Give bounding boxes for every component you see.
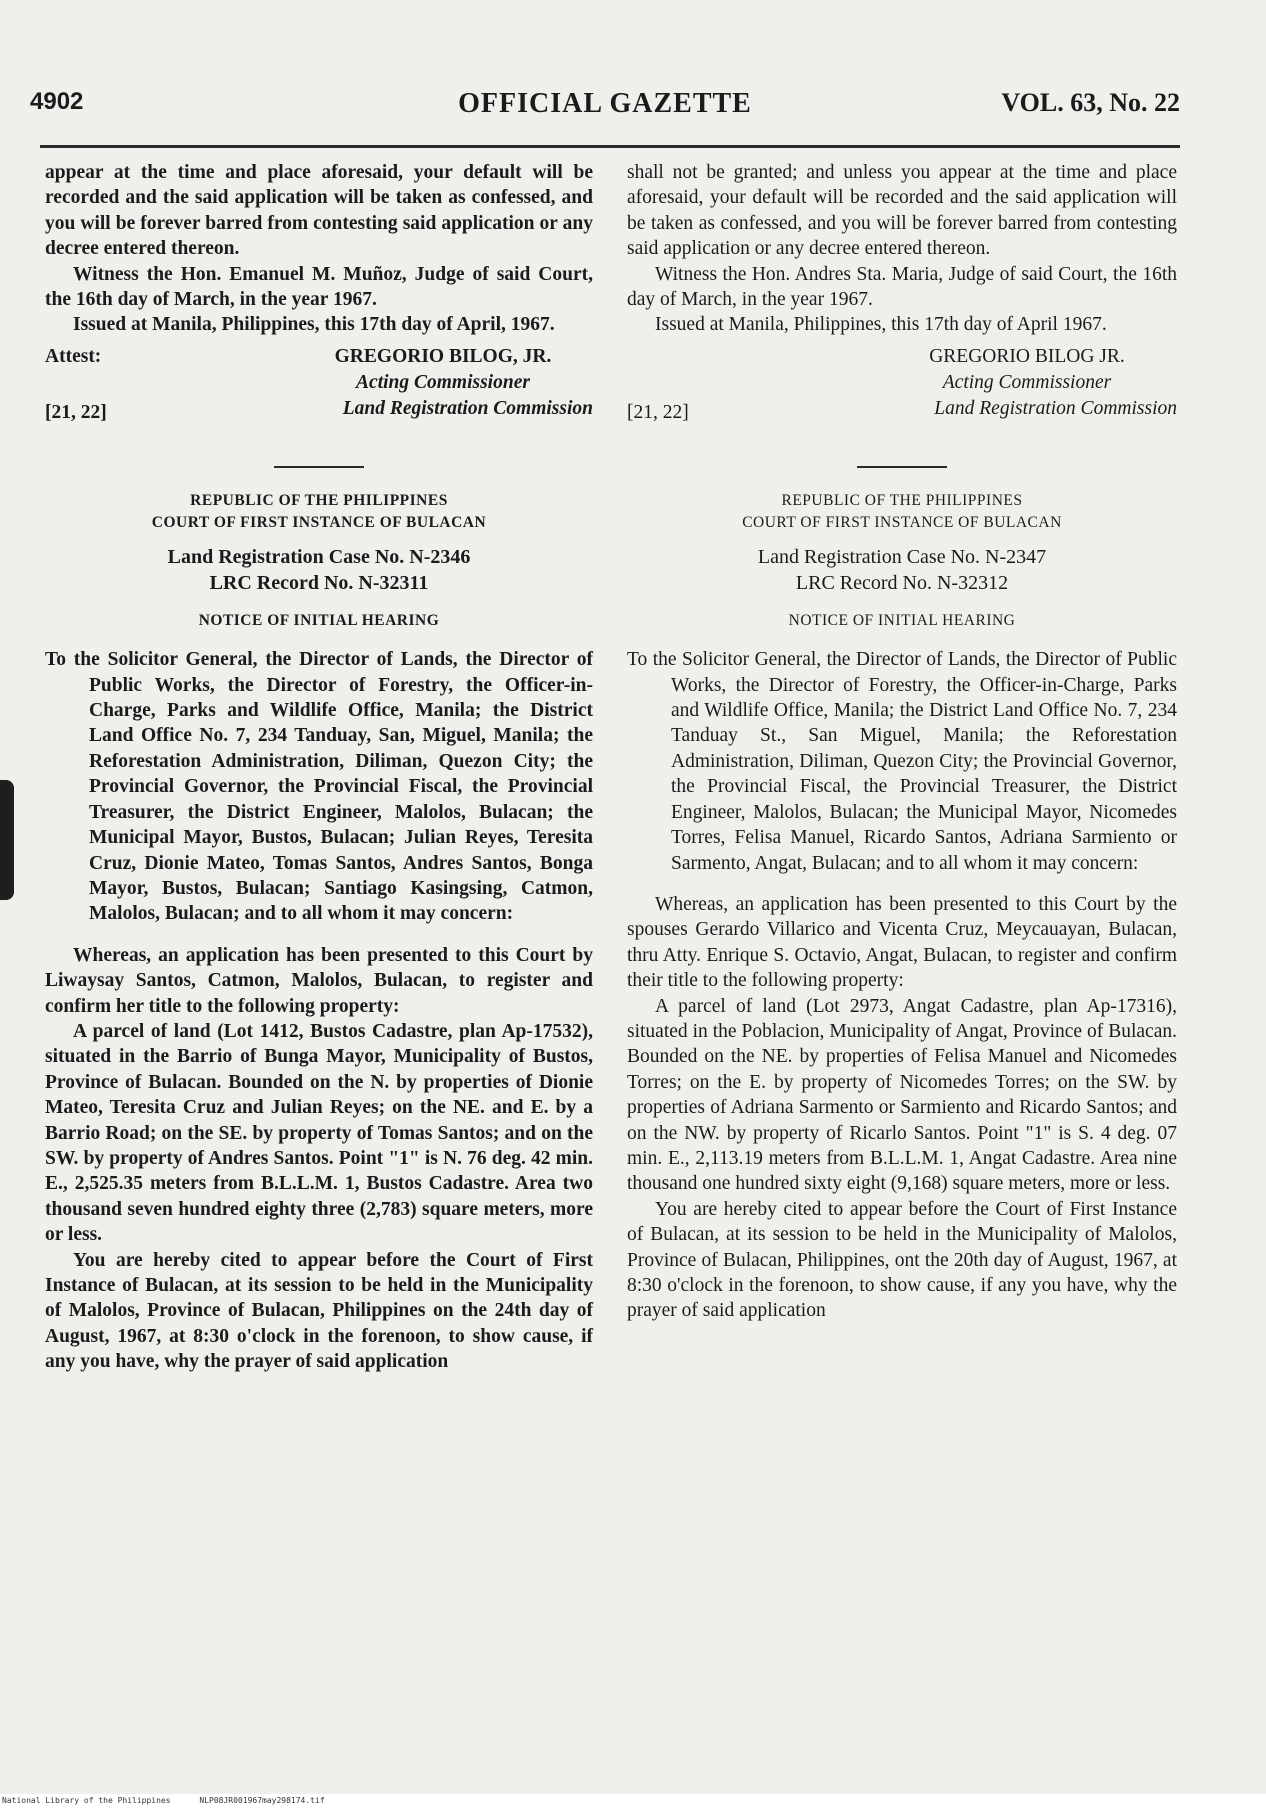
left-issued: Issued at Manila, Philippines, this 17th day of April, 1967.	[73, 314, 555, 336]
right-witness: Witness the Hon. Andres Sta. Maria, Judge of said Court, the 16th day of March, in the year 1967.	[627, 263, 1177, 311]
right-signatory-role: Acting Commissioner	[942, 371, 1112, 393]
left-attest-label: Attest:	[45, 345, 102, 367]
left-signatory-name: GREGORIO BILOG, JR.	[334, 345, 552, 367]
right-signature-block	[627, 344, 1177, 444]
left-court: COURT OF FIRST INSTANCE OF BULACAN	[151, 513, 487, 531]
footer-library: National Library of the Philippines	[2, 1796, 171, 1805]
left-intro-paragraph: appear at the time and place aforesaid, your default will be recorded and the said application will be taken as confessed, and you will be forever barred from contesting said application or any decree entered thereon.	[45, 162, 593, 260]
right-notice-title: NOTICE OF INITIAL HEARING	[788, 611, 1016, 629]
left-reference: [21, 22]	[45, 401, 107, 423]
volume-number: VOL. 63, No. 22	[1001, 88, 1180, 117]
header-rule	[40, 145, 1180, 148]
left-column	[45, 160, 593, 1375]
left-citation: You are hereby cited to appear before the Court of First Instance of Bulacan, at its session to be held in the Municipality of Malolos, Province of Bulacan, Philippines on the 24th day of August, 1967, at 8:30 o'clock in the forenoon, to show cause, if any you have, why the prayer of said application	[45, 1249, 593, 1373]
right-commission: Land Registration Commission	[934, 397, 1177, 419]
left-signatory-role: Acting Commissioner	[356, 371, 530, 393]
right-intro-paragraph: shall not be granted; and unless you appear at the time and place aforesaid, your default will be recorded and the said application will be taken as confessed, and you will be forever barred from contesting said application or any decree entered thereon.	[627, 162, 1177, 260]
right-citation: You are hereby cited to appear before the Court of First Instance of Bulacan, at its session to be held in the Municipality of Malolos, Province of Bulacan, Philippines, ont the 20th day of August, 1967, at 8:30 o'clock in the forenoon, to show cause, if any you have, why the prayer of said application	[627, 1198, 1177, 1322]
left-divider	[274, 466, 364, 468]
left-whereas: Whereas, an application has been presented to this Court by Liwaysay Santos, Catmon, Malolos, Bulacan, to register and confirm her title to the following property:	[45, 944, 593, 1017]
right-divider	[857, 466, 947, 468]
left-signature-block	[45, 344, 593, 444]
right-whereas: Whereas, an application has been presented to this Court by the spouses Gerardo Villarico and Vicenta Cruz, Meycauayan, Bulacan, thru Atty. Enrique S. Octavio, Angat, Bulacan, to register and confirm their title to the following property:	[627, 893, 1177, 992]
right-signatory-name: GREGORIO BILOG JR.	[929, 345, 1125, 367]
scan-footer	[0, 1794, 1266, 1808]
left-notice-title: NOTICE OF INITIAL HEARING	[198, 611, 440, 629]
right-reference: [21, 22]	[627, 401, 689, 423]
right-issued: Issued at Manila, Philippines, this 17th day of April 1967.	[655, 314, 1107, 336]
binding-spine-mark	[0, 780, 14, 900]
left-witness: Witness the Hon. Emanuel M. Muñoz, Judge of said Court, the 16th day of March, in the year 1967.	[45, 263, 593, 311]
right-case-number: Land Registration Case No. N-2347	[757, 545, 1047, 568]
left-commission: Land Registration Commission	[342, 397, 593, 419]
footer-file-id: NLP08JR001967may298174.tif	[199, 1796, 325, 1805]
right-court: COURT OF FIRST INSTANCE OF BULACAN	[742, 513, 1062, 531]
page-number: 4902	[30, 88, 84, 115]
right-republic: REPUBLIC OF THE PHILIPPINES	[781, 491, 1023, 509]
left-parcel-description: A parcel of land (Lot 1412, Bustos Cadastre, plan Ap-17532), situated in the Barrio of Bunga Mayor, Municipality of Bustos, Province of Bulacan. Bounded on the N. by properties of Dionie Mateo, Teresita Cruz and Julian Reyes; on the NE. and E. by a Barrio Road; on the SE. by property of Tomas Santos; and on the SW. by property of Andres Santos. Point "1" is N. 76 deg. 42 min. E., 2,525.35 meters from B.L.L.M. 1, Bustos Cadastre. Area two thousand seven hundred eighty three (2,783) square meters, more or less.	[45, 1020, 593, 1246]
page-header	[30, 88, 1180, 124]
right-parcel-description: A parcel of land (Lot 2973, Angat Cadastre, plan Ap-17316), situated in the Poblacion, Municipality of Angat, Province of Bulacan. Bounded on the NE. by properties of Felisa Manuel and Nicomedes Torres; on the E. by property of Nicomedes Torres; on the SW. by properties of Adriana Sarmento or Sarmiento and Ricardo Santos; and on the NW. by property of Ricarlo Santos. Point "1" is S. 4 deg. 07 min. E., 2,113.19 meters from B.L.L.M. 1, Angat Cadastre. Area nine thousand one hundred sixty eight (9,168) square meters, more or less.	[627, 995, 1177, 1195]
publication-title: OFFICIAL GAZETTE	[458, 88, 752, 119]
right-addressees: To the Solicitor General, the Director of Lands, the Director of Public Works, the Director of Forestry, the Officer-in-Charge, Parks and Wildlife Office, Manila; the District Land Office No. 7, 234 Tanduay St., San Miguel, Manila; the Reforestation Administration, Diliman, Quezon City; the Provincial Governor, the Provincial Fiscal, the Provincial Treasurer, the District Engineer, Malolos, Bulacan; the Municipal Mayor, Nicomedes Torres, Felisa Manuel, Ricardo Santos, Adriana Sarmiento or Sarmento, Angat, Bulacan; and to all whom it may concern:	[627, 649, 1177, 874]
left-addressees: To the Solicitor General, the Director of Lands, the Director of Public Works, the Director of Forestry, the Officer-in-Charge, Parks and Wildlife Office, Manila; the District Land Office No. 7, 234 Tanduay, San, Miguel, Manila; the Reforestation Administration, Diliman, Quezon City; the Provincial Governor, the Provincial Fiscal, the Provincial Treasurer, the District Engineer, Malolos, Bulacan; the Municipal Mayor, Bustos, Bulacan; Julian Reyes, Teresita Cruz, Dionie Mateo, Tomas Santos, Andres Santos, Bonga Mayor, Bustos, Bulacan; Santiago Kasingsing, Catmon, Malolos, Bulacan; and to all whom it may concern:	[45, 649, 593, 925]
left-case-number: Land Registration Case No. N-2346	[167, 545, 471, 568]
right-lrc-record: LRC Record No. N-32312	[795, 571, 1009, 594]
left-lrc-record: LRC Record No. N-32311	[209, 571, 429, 594]
left-republic: REPUBLIC OF THE PHILIPPINES	[190, 491, 448, 509]
right-column	[627, 160, 1177, 1324]
